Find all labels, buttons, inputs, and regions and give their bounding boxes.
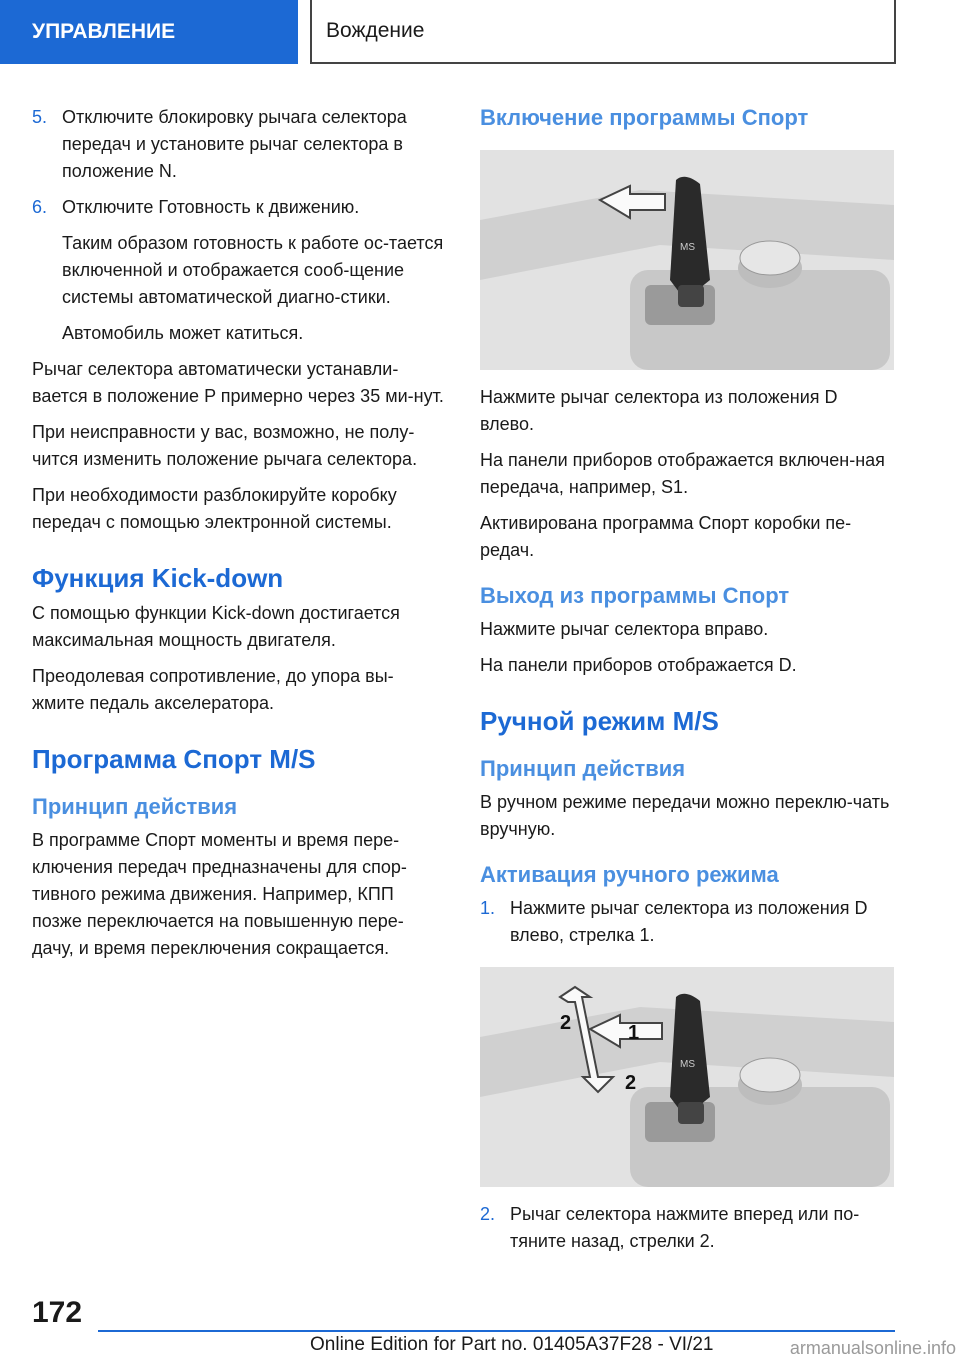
step-text: Нажмите рычаг селектора из положения D влево, стрелка 1. — [510, 898, 868, 945]
right-column — [480, 104, 892, 1264]
footer-divider — [98, 1330, 895, 1332]
svg-text:MS: MS — [680, 1059, 695, 1070]
step-text: Отключите Готовность к движению. — [62, 197, 360, 217]
gear-selector-drawing — [480, 150, 894, 370]
paragraph: В программе Спорт моменты и время пере-ключения передач предназначены для спор-тивного режима движения. Например, КПП позже переключается на повышенную пере-дачу, и время переключения сокращается. — [32, 830, 407, 958]
manual-mode-drawing — [480, 967, 894, 1187]
step-6-note: Таким образом готовность к работе ос-тается включенной и отображается сооб-щение системы автоматической диагно-стики. — [62, 233, 444, 307]
sport-off-heading: Выход из программы Спорт — [480, 583, 790, 608]
sport-on-heading: Включение программы Спорт — [480, 105, 809, 130]
chapter-tab — [0, 0, 298, 64]
arrow-label-2-bottom: 2 — [625, 1072, 637, 1094]
paragraph: На панели приборов отображается D. — [480, 655, 797, 675]
paragraph: Рычаг селектора автоматически устанавли-вается в положение P примерно через 35 ми-нут. — [32, 359, 444, 406]
gear-selector-illustration — [480, 150, 894, 370]
manual-mode-heading: Ручной режим M/S — [480, 706, 719, 736]
step-text: Рычаг селектора нажмите вперед или по-тяните назад, стрелки 2. — [510, 1204, 860, 1251]
step-6 — [32, 194, 444, 221]
step-5 — [32, 104, 444, 185]
step-1 — [480, 895, 892, 949]
step-number: 5. — [32, 107, 48, 127]
activation-heading: Активация ручного режима — [480, 862, 779, 887]
section-header — [312, 0, 896, 64]
paragraph: С помощью функции Kick-down достигается максимальная мощность двигателя. — [32, 603, 400, 650]
chapter-title: УПРАВЛЕНИЕ — [32, 20, 176, 43]
paragraph: Нажмите рычаг селектора из положения D влево. — [480, 387, 838, 434]
kickdown-heading: Функция Kick-down — [32, 563, 284, 593]
section-title: Вождение — [326, 19, 425, 42]
step-text: Отключите блокировку рычага селектора передач и установите рычаг селектора в положение N. — [62, 107, 407, 181]
step-6-note: Автомобиль может катиться. — [62, 323, 304, 343]
step-2 — [480, 1201, 892, 1255]
paragraph: В ручном режиме передачи можно переклю-чать вручную. — [480, 792, 890, 839]
svg-text:MS: MS — [680, 242, 695, 253]
left-column — [32, 104, 444, 971]
manual-mode-illustration — [480, 967, 894, 1187]
paragraph: При необходимости разблокируйте коробку передач с помощью электронной системы. — [32, 485, 397, 532]
page-number: 172 — [32, 1296, 83, 1329]
arrow-label-2-top: 2 — [560, 1012, 572, 1034]
paragraph: На панели приборов отображается включен-ная передача, например, S1. — [480, 450, 885, 497]
step-number: 6. — [32, 197, 48, 217]
principle-heading: Принцип действия — [32, 794, 238, 819]
paragraph: При неисправности у вас, возможно, не полу-чится изменить положение рычага селектора. — [32, 422, 418, 469]
manual-principle-heading: Принцип действия — [480, 756, 686, 781]
watermark: armanualsonline.info — [789, 1338, 956, 1358]
edition-note: Online Edition for Part no. 01405A37F28 - VI/21 — [310, 1334, 714, 1355]
sport-program-heading: Программа Спорт M/S — [32, 744, 316, 774]
step-number: 2. — [480, 1204, 496, 1224]
arrow-label-1: 1 — [628, 1022, 640, 1044]
paragraph: Нажмите рычаг селектора вправо. — [480, 619, 769, 639]
paragraph: Преодолевая сопротивление, до упора вы-жмите педаль акселератора. — [32, 666, 394, 713]
step-number: 1. — [480, 898, 496, 918]
paragraph: Активирована программа Спорт коробки пе-редач. — [480, 513, 852, 560]
